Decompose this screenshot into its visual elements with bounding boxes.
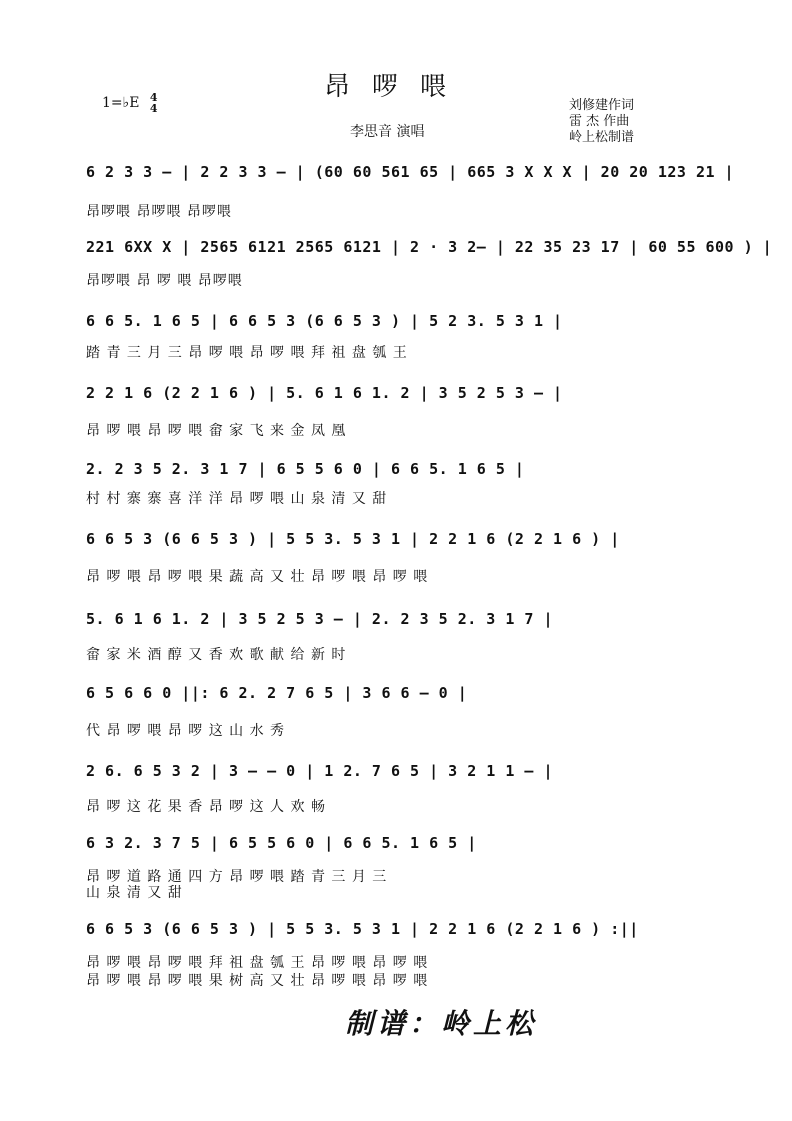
arranger-signature: 制谱：岭上松 [345,1007,538,1040]
notation-line: 2. 2 3 5 2. 3 1 7 | 6 5 5 6 0 | 6 6 5. 1 6 5 | [86,460,525,478]
lyrics-line: 昂 啰 道 路 通 四 方 昂 啰 喂 踏 青 三 月 三 [86,869,388,885]
arranger-credit: 岭上松制谱 [569,130,635,145]
time-signature [150,92,158,114]
lyrics-line: 昂 啰 喂 昂 啰 喂 拜 祖 盘 瓠 王 昂 啰 喂 昂 啰 喂 [86,955,429,971]
notation-line: 2 6. 6 5 3 2 | 3 – – 0 | 1 2. 7 6 5 | 3 2 1 1 – | [86,762,554,780]
notation-line: 6 6 5 3 (6 6 5 3 ) | 5 5 3. 5 3 1 | 2 2 1 6 (2 2 1 6 ) | [86,530,620,548]
lyrics-line-2: 昂 啰 喂 昂 啰 喂 果 树 高 又 壮 昂 啰 喂 昂 啰 喂 [86,973,429,989]
lyrics-line: 畲 家 米 酒 醇 又 香 欢 歌 献 给 新 时 [86,647,347,663]
notation-line: 6 2 3 3 – | 2 2 3 3 – | (60 60 561 65 | 665 3 X X X | 20 20 123 21 | [86,163,735,181]
lyrics-line-2: 山 泉 清 又 甜 [86,885,183,901]
lyrics-line: 村 村 寨 寨 喜 洋 洋 昂 啰 喂 山 泉 清 又 甜 [86,491,388,507]
notation-line: 2 2 1 6 (2 2 1 6 ) | 5. 6 1 6 1. 2 | 3 5 2 5 3 – | [86,384,563,402]
time-top: 4 [149,91,158,104]
composer-credit: 雷 杰 作曲 [569,114,630,129]
key-label: 1=♭E [102,95,140,111]
notation-line: 6 3 2. 3 7 5 | 6 5 5 6 0 | 6 6 5. 1 6 5 | [86,834,477,852]
lyrics-line: 昂 啰 这 花 果 香 昂 啰 这 人 欢 畅 [86,799,326,815]
lyrics-line: 昂 啰 喂 昂 啰 喂 果 蔬 高 又 壮 昂 啰 喂 昂 啰 喂 [86,569,429,585]
lyrics-line: 踏 青 三 月 三 昂 啰 喂 昂 啰 喂 拜 祖 盘 瓠 王 [86,345,408,361]
notation-line: 6 6 5. 1 6 5 | 6 6 5 3 (6 6 5 3 ) | 5 2 3. 5 3 1 | [86,312,563,330]
notation-line: 5. 6 1 6 1. 2 | 3 5 2 5 3 – | 2. 2 3 5 2. 3 1 7 | [86,610,554,628]
notation-line: 6 6 5 3 (6 6 5 3 ) | 5 5 3. 5 3 1 | 2 2 1 6 (2 2 1 6 ) :|| [86,920,639,938]
notation-line: 221 6XX X | 2565 6121 2565 6121 | 2 · 3 2– | 22 35 23 17 | 60 55 600 ) | [86,238,773,256]
key-signature [102,92,158,114]
lyrics-line: 昂啰喂 昂啰喂 昂啰喂 [86,204,232,220]
singer-credit: 李思音 演唱 [350,124,425,140]
time-bottom: 4 [149,102,158,115]
composer-credits [569,98,634,146]
lyricist-credit: 刘修建作词 [569,98,635,113]
notation-line: 6 5 6 6 0 ||: 6 2. 2 7 6 5 | 3 6 6 – 0 | [86,684,468,702]
lyrics-line: 昂啰喂 昂 啰 喂 昂啰喂 [86,273,243,289]
lyrics-line: 代 昂 啰 喂 昂 啰 这 山 水 秀 [86,723,286,739]
lyrics-line: 昂 啰 喂 昂 啰 喂 畲 家 飞 来 金 凤 凰 [86,423,347,439]
song-title: 昂啰喂 [323,72,468,102]
